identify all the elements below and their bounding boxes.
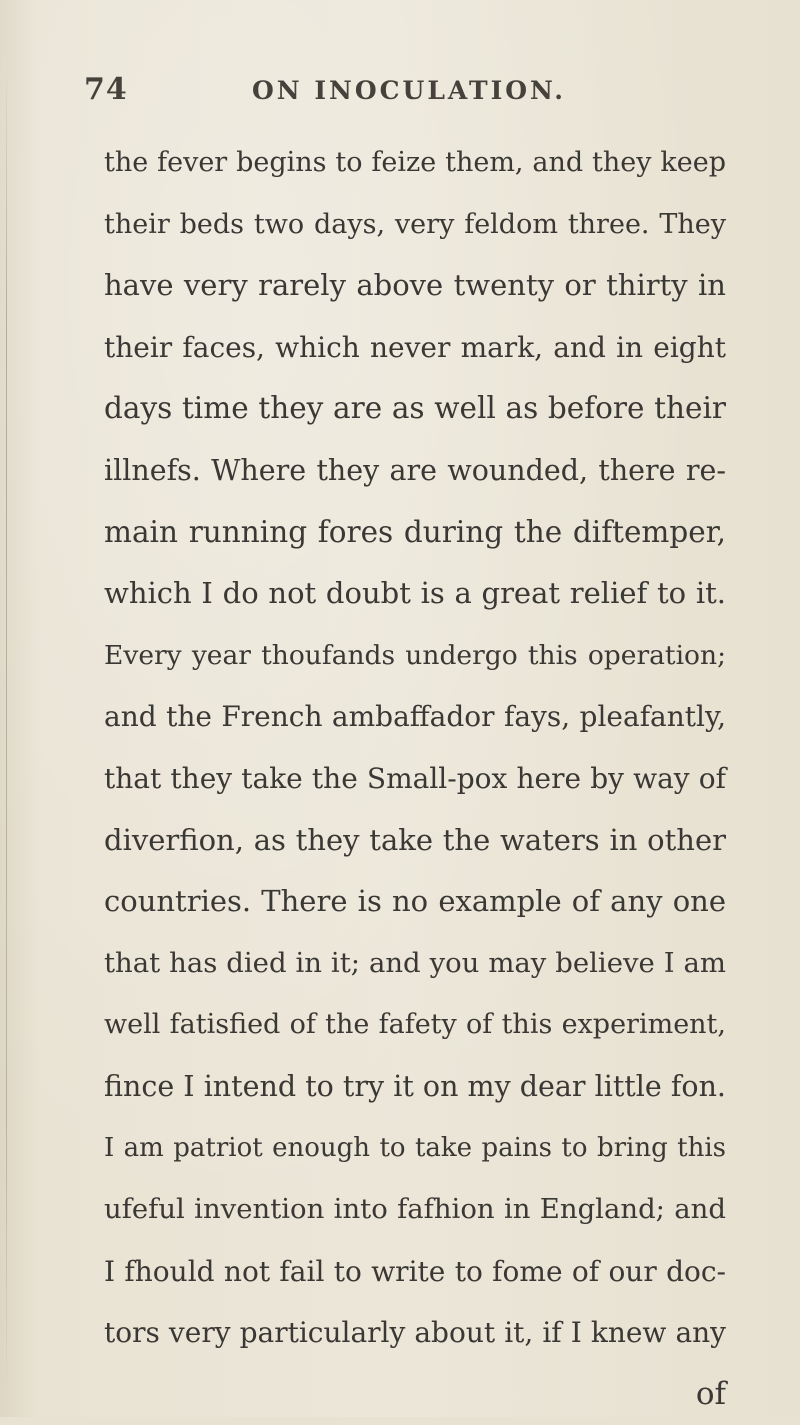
text-line: I am patriot enough to take pains to bring this — [104, 1132, 726, 1163]
text-line: tors very particularly about it, if I knew any — [104, 1316, 726, 1350]
text-line: ufeful invention into fafhion in England; and — [104, 1193, 726, 1226]
text-line: which I do not doubt is a great relief to it. — [104, 576, 726, 611]
text-line: the fever begins to feize them, and they keep — [104, 147, 726, 178]
page-header — [84, 72, 724, 112]
text-line: Every year thoufands undergo this operation; — [104, 639, 726, 671]
page-number: 74 — [84, 72, 128, 107]
text-line: have very rarely above twenty or thirty in — [104, 268, 726, 303]
binding-gutter-shadow — [6, 60, 7, 1400]
text-line: and the French ambaffador fays, pleafantly, — [104, 700, 726, 734]
text-line: countries. There is no example of any one — [104, 884, 726, 919]
text-line: fince I intend to try it on my dear little fon. — [104, 1069, 726, 1103]
text-line: illnefs. Where they are wounded, there re- — [104, 453, 726, 487]
text-line: that has died in it; and you may believe I am — [104, 946, 726, 979]
text-line: days time they are as well as before their — [104, 391, 726, 426]
text-line: diverfion, as they take the waters in other — [104, 822, 726, 857]
text-line: their faces, which never mark, and in eight — [104, 330, 726, 364]
text-line: well fatisfied of the fafety of this experiment, — [104, 1009, 726, 1041]
text-line: main running fores during the diftemper, — [104, 514, 726, 549]
text-line: I fhould not fail to write to fome of our doc- — [104, 1254, 726, 1288]
text-line: their beds two days, very feldom three. They — [104, 208, 726, 240]
running-title: ON INOCULATION. — [252, 76, 566, 105]
body-text — [104, 132, 726, 1425]
text-line: that they take the Small-pox here by way of — [104, 761, 726, 795]
catchword: of — [695, 1375, 726, 1412]
